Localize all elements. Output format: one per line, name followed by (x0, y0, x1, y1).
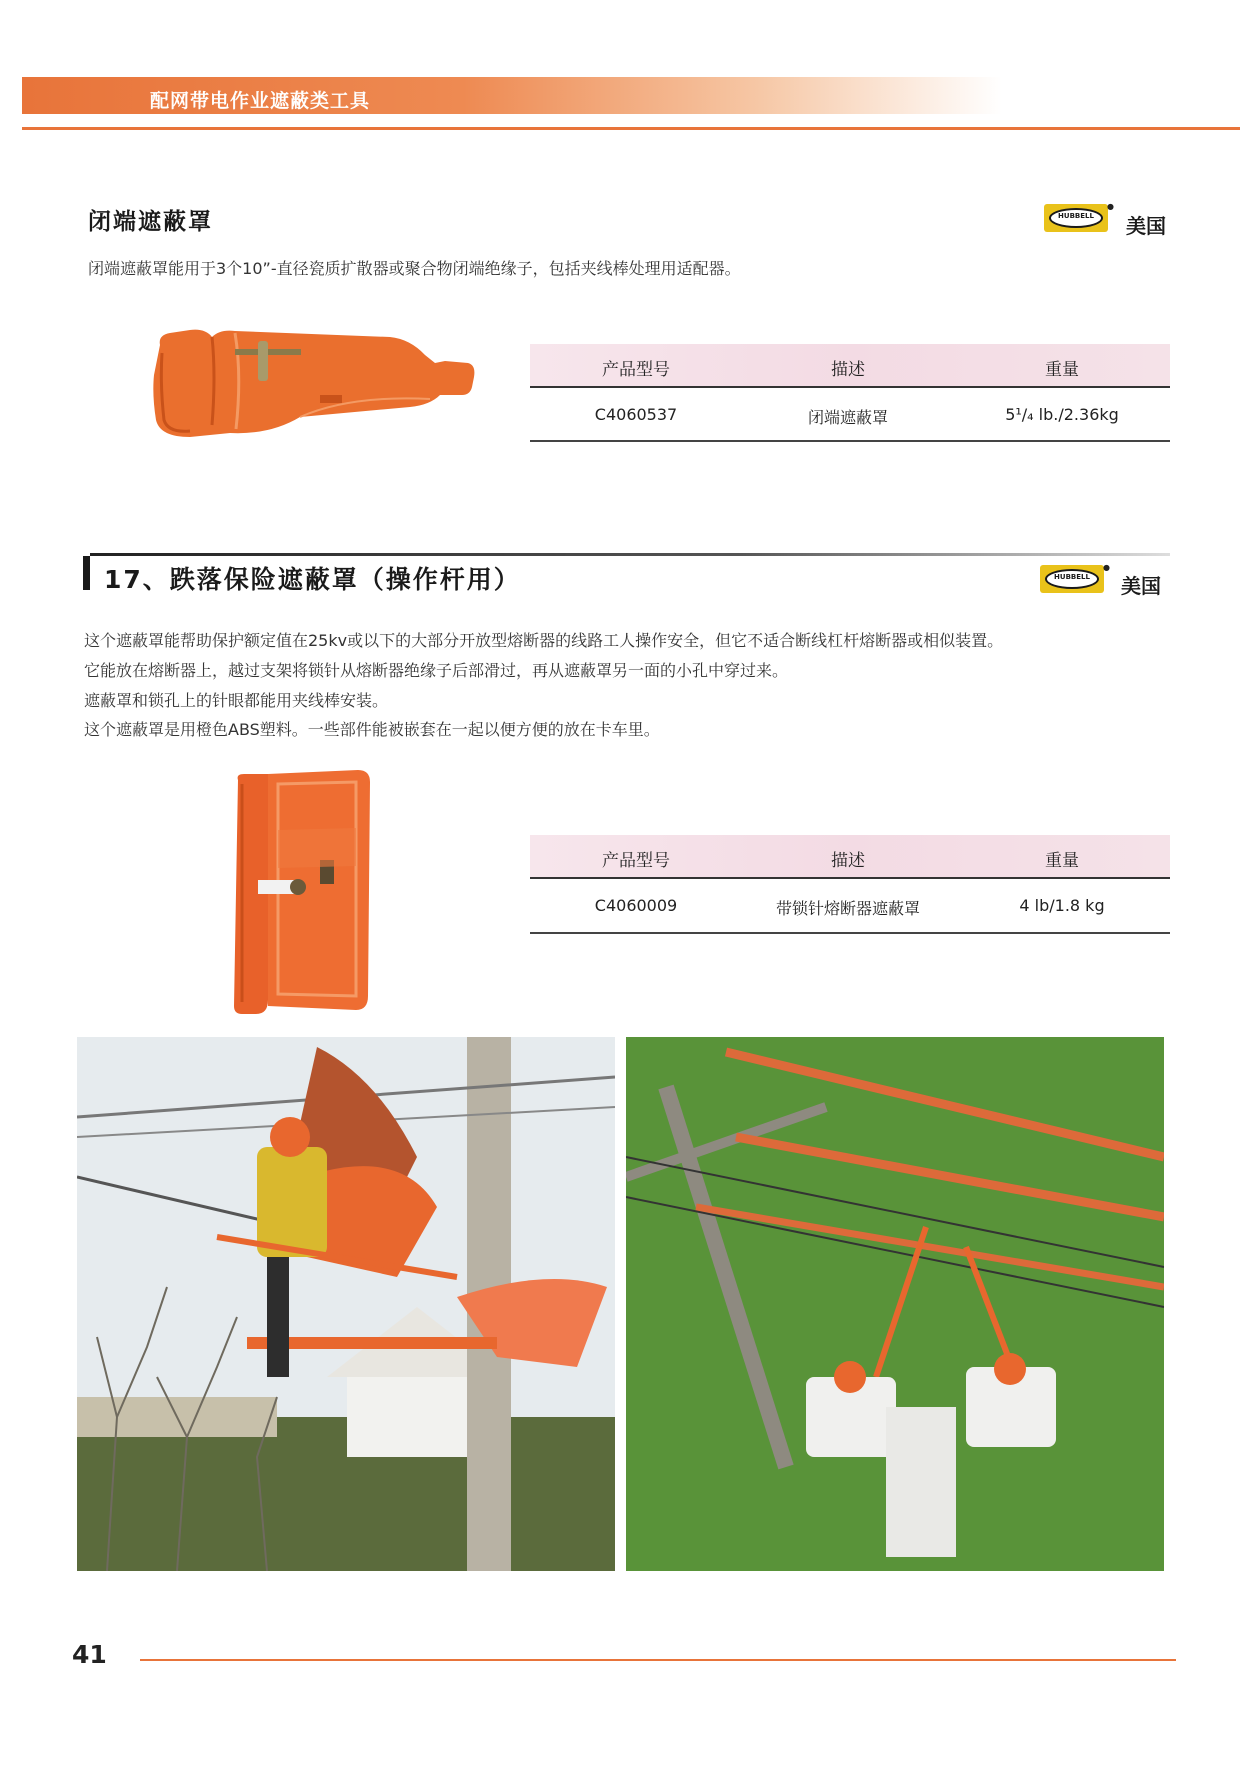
header-model: 产品型号 (602, 851, 670, 871)
section2-paragraph: 这个遮蔽罩是用橙色ABS塑料。一些部件能被嵌套在一起以便方便的放在卡车里。 (84, 720, 660, 739)
header-weight: 重量 (1045, 851, 1079, 871)
section2-marker (83, 556, 90, 590)
banner-title: 配网带电作业遮蔽类工具 (150, 90, 371, 112)
table-cell-weight: 4 lb/1.8 kg (1019, 896, 1105, 915)
table-cell-description: 闭端遮蔽罩 (807, 408, 888, 427)
table-cell-model: C4060009 (594, 896, 678, 915)
section2-paragraph: 这个遮蔽罩能帮助保护额定值在25kv或以下的大部分开放型熔断器的线路工人操作安全，但它不适合断线杠杆熔断器或相似装置。 (84, 631, 1004, 650)
table-cell-model: C4060537 (594, 405, 678, 424)
header-description: 描述 (831, 851, 865, 871)
product-table-1 (530, 344, 1170, 444)
header-model: 产品型号 (602, 360, 670, 380)
closed-end-cover-image (150, 325, 480, 445)
page-number: 41 (72, 1640, 107, 1669)
table-cell-weight: 5¹/₄ lb./2.36kg (1005, 405, 1119, 424)
fuse-cover-image (228, 770, 373, 1020)
header-divider (22, 127, 1240, 130)
section1-title: 闭端遮蔽罩 (88, 209, 213, 235)
section2-paragraph: 它能放在熔断器上，越过支架将锁针从熔断器绝缘子后部滑过，再从遮蔽罩另一面的小孔中穿过来。 (84, 661, 789, 680)
section2-rule (90, 553, 1170, 556)
hubbell-logo: HUBBELL ● (1044, 204, 1108, 232)
lineman-photo-left (77, 1037, 615, 1571)
header-description: 描述 (831, 360, 865, 380)
section1-country: 美国 (1126, 214, 1166, 238)
header-weight: 重量 (1045, 360, 1079, 380)
table-cell-description: 带锁针熔断器遮蔽罩 (775, 899, 920, 918)
product-table-2 (530, 835, 1170, 935)
footer-divider (140, 1659, 1176, 1661)
section1-description: 闭端遮蔽罩能用于3个10”-直径瓷质扩散器或聚合物闭端绝缘子，包括夹线棒处理用适配器。 (88, 259, 741, 278)
section2-paragraph: 遮蔽罩和锁孔上的针眼都能用夹线棒安装。 (84, 691, 389, 710)
section2-title: 17、跌落保险遮蔽罩（操作杆用） (104, 565, 521, 594)
section2-country: 美国 (1121, 574, 1161, 598)
bucket-truck-photo-right (626, 1037, 1164, 1571)
hubbell-logo: HUBBELL ● (1040, 565, 1104, 593)
